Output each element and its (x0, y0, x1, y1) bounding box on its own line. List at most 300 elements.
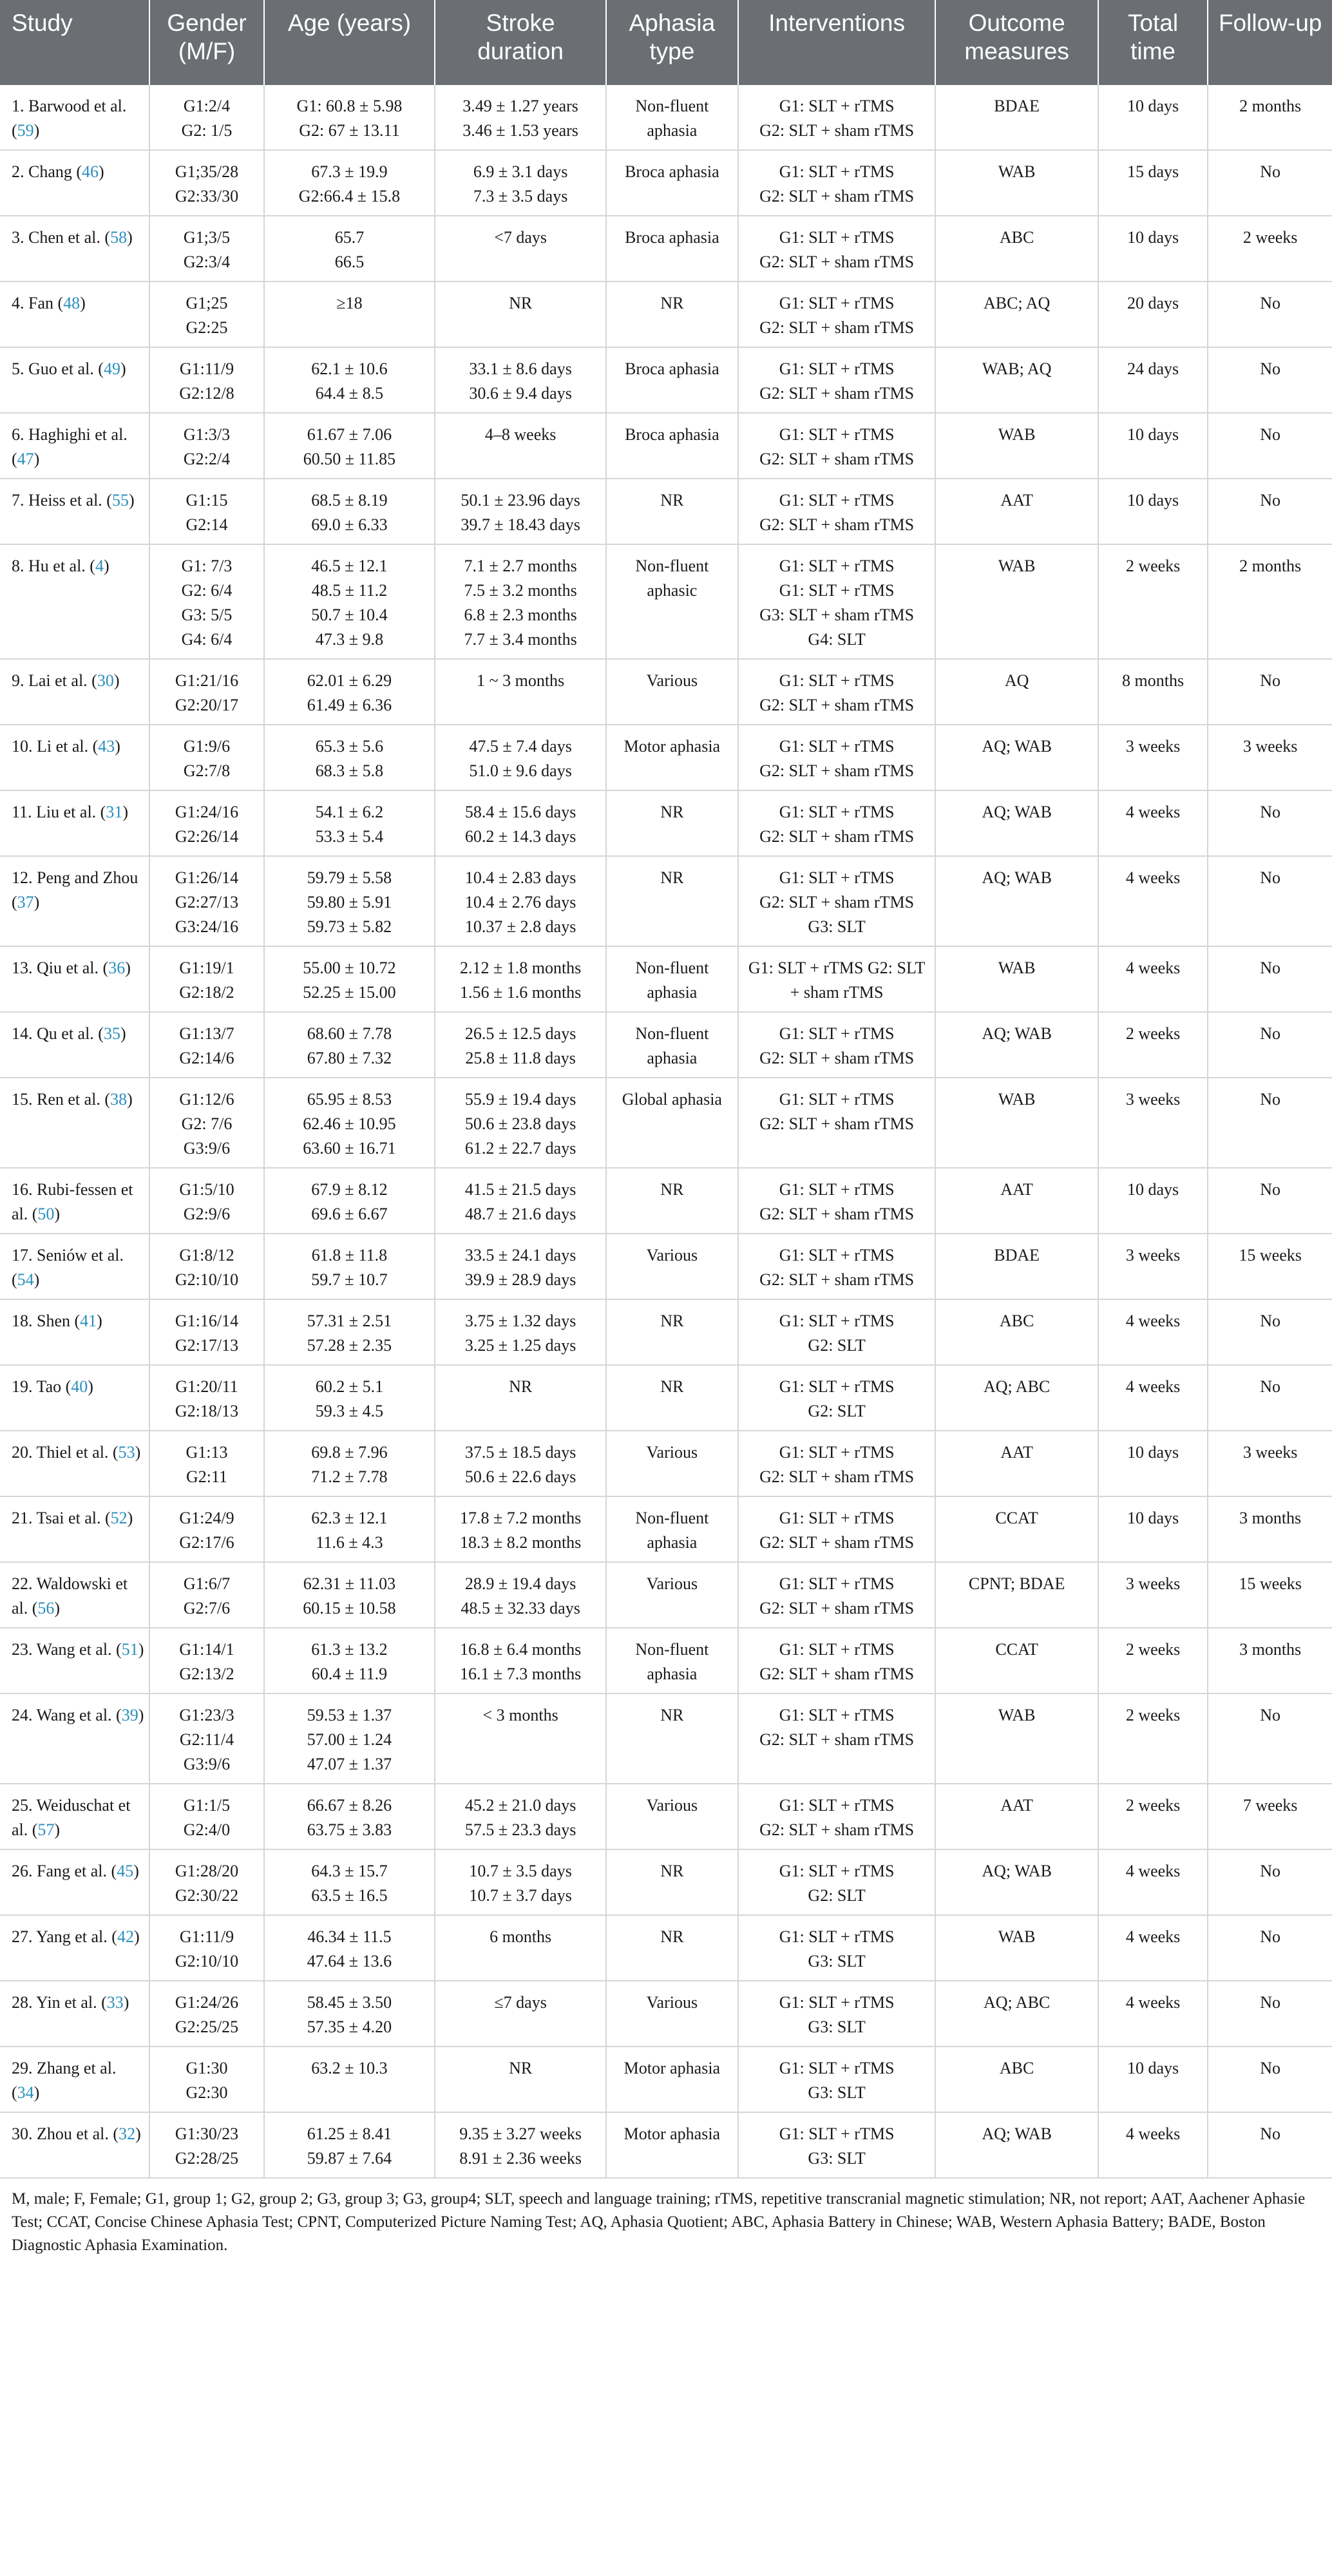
stroke-duration-cell: 41.5 ± 21.5 days 48.7 ± 21.6 days (435, 1168, 606, 1234)
gender-cell: G1:11/9 G2:10/10 (149, 1915, 263, 1981)
reference-link[interactable]: 30 (97, 671, 114, 690)
column-header: Stroke duration (435, 0, 606, 85)
table-row (0, 856, 1332, 946)
gender-cell: G1:23/3 G2:11/4 G3:9/6 (149, 1693, 263, 1784)
stroke-duration-cell: 1 ~ 3 months (435, 659, 606, 725)
table-row (0, 1168, 1332, 1234)
stroke-duration-cell: 2.12 ± 1.8 months 1.56 ± 1.6 months (435, 946, 606, 1012)
study-cell (0, 150, 149, 216)
interventions-cell: G1: SLT + rTMS G1: SLT + rTMS G3: SLT + sham rTMS G4: SLT (738, 544, 936, 659)
study-cell (0, 1496, 149, 1562)
reference-close-paren: ) (127, 1509, 133, 1527)
study-name: 6. Haghighi et al. ( (12, 425, 128, 468)
aphasia-type-cell: Various (606, 1431, 738, 1496)
total-time-cell: 10 days (1098, 413, 1208, 479)
study-name: 17. Seniów et al. ( (12, 1246, 124, 1289)
interventions-cell: G1: SLT + rTMS G2: SLT + sham rTMS (738, 1628, 936, 1693)
study-cell (0, 2046, 149, 2112)
study-cell (0, 413, 149, 479)
outcome-measures-cell: WAB (935, 1078, 1098, 1168)
study-name: 30. Zhou et al. ( (12, 2124, 119, 2143)
reference-link[interactable]: 45 (117, 1862, 134, 1880)
table-row (0, 1234, 1332, 1299)
follow-up-cell: No (1208, 659, 1332, 725)
reference-link[interactable]: 55 (111, 491, 129, 510)
stroke-duration-cell: 58.4 ± 15.6 days 60.2 ± 14.3 days (435, 790, 606, 856)
stroke-duration-cell: NR (435, 2046, 606, 2112)
study-name: 7. Heiss et al. ( (12, 491, 112, 510)
interventions-cell: G1: SLT + rTMS G2: SLT + sham rTMS (738, 85, 936, 150)
interventions-cell: G1: SLT + rTMS G2: SLT (738, 1365, 936, 1431)
study-name: 2. Chang ( (12, 162, 82, 181)
outcome-measures-cell: WAB (935, 544, 1098, 659)
interventions-cell: G1: SLT + rTMS G2: SLT + sham rTMS (738, 1234, 936, 1299)
gender-cell: G1;25 G2:25 (149, 281, 263, 347)
table-row (0, 1915, 1332, 1981)
reference-link[interactable]: 42 (117, 1927, 134, 1946)
age-cell: 46.5 ± 12.1 48.5 ± 11.2 50.7 ± 10.4 47.3 ± 9.8 (264, 544, 435, 659)
follow-up-cell: No (1208, 347, 1332, 413)
gender-cell: G1:16/14 G2:17/13 (149, 1299, 263, 1365)
reference-close-paren: ) (138, 1640, 144, 1659)
outcome-measures-cell: WAB (935, 413, 1098, 479)
total-time-cell: 10 days (1098, 1431, 1208, 1496)
follow-up-cell: No (1208, 281, 1332, 347)
interventions-cell: G1: SLT + rTMS G3: SLT (738, 2112, 936, 2178)
age-cell: 58.45 ± 3.50 57.35 ± 4.20 (264, 1981, 435, 2046)
reference-close-paren: ) (133, 1927, 140, 1946)
stroke-duration-cell: NR (435, 281, 606, 347)
study-name: 4. Fan ( (12, 294, 64, 312)
study-cell (0, 1849, 149, 1915)
reference-link[interactable]: 57 (37, 1820, 55, 1839)
gender-cell: G1:20/11 G2:18/13 (149, 1365, 263, 1431)
age-cell: 61.67 ± 7.06 60.50 ± 11.85 (264, 413, 435, 479)
reference-link[interactable]: 40 (71, 1377, 88, 1396)
interventions-cell: G1: SLT + rTMS G2: SLT + sham rTMS (738, 1012, 936, 1078)
reference-link[interactable]: 4 (95, 557, 104, 575)
stroke-duration-cell: 50.1 ± 23.96 days 39.7 ± 18.43 days (435, 479, 606, 544)
stroke-duration-cell: 10.7 ± 3.5 days 10.7 ± 3.7 days (435, 1849, 606, 1915)
table-header (0, 0, 1332, 85)
age-cell: 62.3 ± 12.1 11.6 ± 4.3 (264, 1496, 435, 1562)
reference-link[interactable]: 54 (17, 1270, 34, 1289)
follow-up-cell: No (1208, 1849, 1332, 1915)
aphasia-type-cell: Broca aphasia (606, 216, 738, 281)
aphasia-type-cell: NR (606, 1915, 738, 1981)
study-cell (0, 1078, 149, 1168)
study-name: 9. Lai et al. ( (12, 671, 97, 690)
aphasia-type-cell: NR (606, 281, 738, 347)
column-header: Gender (M/F) (149, 0, 263, 85)
study-name: 21. Tsai et al. ( (12, 1509, 111, 1527)
stroke-duration-cell: 45.2 ± 21.0 days 57.5 ± 23.3 days (435, 1784, 606, 1849)
age-cell: 69.8 ± 7.96 71.2 ± 7.78 (264, 1431, 435, 1496)
reference-close-paren: ) (113, 671, 120, 690)
reference-close-paren: ) (33, 121, 40, 140)
header-row (0, 0, 1332, 85)
follow-up-cell: 3 months (1208, 1496, 1332, 1562)
reference-link[interactable]: 32 (119, 2124, 136, 2143)
reference-link[interactable]: 39 (121, 1706, 138, 1724)
total-time-cell: 3 weeks (1098, 1078, 1208, 1168)
table-row (0, 1628, 1332, 1693)
study-name: 15. Ren et al. ( (12, 1090, 111, 1109)
gender-cell: G1:24/16 G2:26/14 (149, 790, 263, 856)
aphasia-type-cell: Non-fluent aphasia (606, 1628, 738, 1693)
reference-close-paren: ) (54, 1599, 61, 1617)
gender-cell: G1:12/6 G2: 7/6 G3:9/6 (149, 1078, 263, 1168)
stroke-duration-cell: 26.5 ± 12.5 days 25.8 ± 11.8 days (435, 1012, 606, 1078)
table-row (0, 85, 1332, 150)
age-cell: 55.00 ± 10.72 52.25 ± 15.00 (264, 946, 435, 1012)
age-cell: 63.2 ± 10.3 (264, 2046, 435, 2112)
age-cell: 62.31 ± 11.03 60.15 ± 10.58 (264, 1562, 435, 1628)
aphasia-type-cell: NR (606, 1849, 738, 1915)
reference-link[interactable]: 58 (110, 228, 128, 247)
reference-close-paren: ) (33, 2083, 40, 2102)
aphasia-type-cell: NR (606, 1168, 738, 1234)
age-cell: 67.3 ± 19.9 G2:66.4 ± 15.8 (264, 150, 435, 216)
table-row (0, 1431, 1332, 1496)
reference-link[interactable]: 46 (82, 162, 99, 181)
study-cell (0, 479, 149, 544)
stroke-duration-cell: 6.9 ± 3.1 days 7.3 ± 3.5 days (435, 150, 606, 216)
study-cell (0, 790, 149, 856)
gender-cell: G1:24/26 G2:25/25 (149, 1981, 263, 2046)
gender-cell: G1:9/6 G2:7/8 (149, 725, 263, 790)
study-name: 29. Zhang et al. ( (12, 2059, 117, 2102)
stroke-duration-cell: 16.8 ± 6.4 months 16.1 ± 7.3 months (435, 1628, 606, 1693)
table-row (0, 946, 1332, 1012)
reference-close-paren: ) (54, 1820, 61, 1839)
outcome-measures-cell: AQ (935, 659, 1098, 725)
reference-close-paren: ) (33, 1270, 40, 1289)
follow-up-cell: 2 months (1208, 544, 1332, 659)
aphasia-type-cell: Non-fluent aphasic (606, 544, 738, 659)
gender-cell: G1:6/7 G2:7/6 (149, 1562, 263, 1628)
stroke-duration-cell: < 3 months (435, 1693, 606, 1784)
outcome-measures-cell: AAT (935, 1168, 1098, 1234)
gender-cell: G1:28/20 G2:30/22 (149, 1849, 263, 1915)
stroke-duration-cell: 9.35 ± 3.27 weeks 8.91 ± 2.36 weeks (435, 2112, 606, 2178)
study-name: 16. Rubi-fessen et al. ( (12, 1180, 133, 1223)
interventions-cell: G1: SLT + rTMS G2: SLT + sham rTMS (738, 479, 936, 544)
aphasia-type-cell: NR (606, 1693, 738, 1784)
gender-cell: G1:13/7 G2:14/6 (149, 1012, 263, 1078)
gender-cell: G1:3/3 G2:2/4 (149, 413, 263, 479)
outcome-measures-cell: WAB (935, 1915, 1098, 1981)
column-header: Follow-up (1208, 0, 1332, 85)
follow-up-cell: No (1208, 150, 1332, 216)
reference-link[interactable]: 56 (37, 1599, 55, 1617)
follow-up-cell: No (1208, 856, 1332, 946)
outcome-measures-cell: AQ; WAB (935, 725, 1098, 790)
outcome-measures-cell: AAT (935, 1431, 1098, 1496)
study-name: 23. Wang et al. ( (12, 1640, 122, 1659)
reference-link[interactable]: 43 (98, 737, 115, 756)
stroke-duration-cell: 3.49 ± 1.27 years 3.46 ± 1.53 years (435, 85, 606, 150)
age-cell: 61.25 ± 8.41 59.87 ± 7.64 (264, 2112, 435, 2178)
reference-link[interactable]: 59 (17, 121, 34, 140)
outcome-measures-cell: AAT (935, 479, 1098, 544)
aphasia-type-cell: Non-fluent aphasia (606, 85, 738, 150)
reference-link[interactable]: 36 (108, 959, 126, 977)
aphasia-type-cell: Non-fluent aphasia (606, 946, 738, 1012)
outcome-measures-cell: BDAE (935, 85, 1098, 150)
table-row (0, 1496, 1332, 1562)
aphasia-type-cell: NR (606, 856, 738, 946)
table-row (0, 1299, 1332, 1365)
column-header: Study (0, 0, 149, 85)
follow-up-cell: No (1208, 1365, 1332, 1431)
reference-close-paren: ) (97, 1312, 102, 1330)
aphasia-type-cell: NR (606, 479, 738, 544)
follow-up-cell: No (1208, 1168, 1332, 1234)
reference-link[interactable]: 38 (110, 1090, 128, 1109)
total-time-cell: 4 weeks (1098, 946, 1208, 1012)
study-cell (0, 1168, 149, 1234)
study-name: 3. Chen et al. ( (12, 228, 111, 247)
reference-link[interactable]: 47 (17, 450, 34, 468)
gender-cell: G1:8/12 G2:10/10 (149, 1234, 263, 1299)
study-name: 12. Peng and Zhou ( (12, 868, 138, 911)
gender-cell: G1:30 G2:30 (149, 2046, 263, 2112)
study-cell (0, 1915, 149, 1981)
reference-close-paren: ) (120, 1024, 126, 1043)
age-cell: ≥18 (264, 281, 435, 347)
gender-cell: G1:15 G2:14 (149, 479, 263, 544)
gender-cell: G1: 7/3 G2: 6/4 G3: 5/5 G4: 6/4 (149, 544, 263, 659)
study-cell (0, 2112, 149, 2178)
aphasia-type-cell: NR (606, 790, 738, 856)
aphasia-type-cell: Various (606, 1981, 738, 2046)
interventions-cell: G1: SLT + rTMS G3: SLT (738, 1981, 936, 2046)
age-cell: 67.9 ± 8.12 69.6 ± 6.67 (264, 1168, 435, 1234)
study-cell (0, 1628, 149, 1693)
outcome-measures-cell: AQ; ABC (935, 1365, 1098, 1431)
age-cell: 59.79 ± 5.58 59.80 ± 5.91 59.73 ± 5.82 (264, 856, 435, 946)
total-time-cell: 15 days (1098, 150, 1208, 216)
study-name: 10. Li et al. ( (12, 737, 99, 756)
table-row (0, 2112, 1332, 2178)
stroke-duration-cell: 33.1 ± 8.6 days 30.6 ± 9.4 days (435, 347, 606, 413)
column-header: Age (years) (264, 0, 435, 85)
total-time-cell: 2 weeks (1098, 544, 1208, 659)
reference-link[interactable]: 35 (103, 1024, 120, 1043)
study-name: 28. Yin et al. ( (12, 1993, 107, 2012)
study-name: 25. Weiduschat et al. ( (12, 1796, 131, 1839)
reference-link[interactable]: 52 (110, 1509, 128, 1527)
outcome-measures-cell: CPNT; BDAE (935, 1562, 1098, 1628)
total-time-cell: 4 weeks (1098, 1365, 1208, 1431)
total-time-cell: 2 weeks (1098, 1693, 1208, 1784)
outcome-measures-cell: CCAT (935, 1496, 1098, 1562)
study-cell (0, 281, 149, 347)
total-time-cell: 4 weeks (1098, 1299, 1208, 1365)
reference-close-paren: ) (135, 2124, 141, 2143)
reference-close-paren: ) (103, 557, 109, 575)
interventions-cell: G1: SLT + rTMS G2: SLT + sham rTMS (738, 1496, 936, 1562)
total-time-cell: 3 weeks (1098, 725, 1208, 790)
reference-close-paren: ) (125, 959, 131, 977)
stroke-duration-cell: 47.5 ± 7.4 days 51.0 ± 9.6 days (435, 725, 606, 790)
interventions-cell: G1: SLT + rTMS G3: SLT (738, 2046, 936, 2112)
reference-link[interactable]: 53 (118, 1443, 135, 1462)
stroke-duration-cell: 4–8 weeks (435, 413, 606, 479)
table-row (0, 1562, 1332, 1628)
study-name: 11. Liu et al. ( (12, 803, 106, 821)
study-cell (0, 1012, 149, 1078)
aphasia-type-cell: Various (606, 659, 738, 725)
age-cell: 68.60 ± 7.78 67.80 ± 7.32 (264, 1012, 435, 1078)
stroke-duration-cell: 33.5 ± 24.1 days 39.9 ± 28.9 days (435, 1234, 606, 1299)
reference-close-paren: ) (123, 1993, 129, 2012)
reference-link[interactable]: 48 (63, 294, 81, 312)
follow-up-cell: No (1208, 1981, 1332, 2046)
table-row (0, 281, 1332, 347)
aphasia-type-cell: Broca aphasia (606, 347, 738, 413)
reference-link[interactable]: 37 (17, 893, 34, 911)
table-body (0, 85, 1332, 2178)
follow-up-cell: No (1208, 1012, 1332, 1078)
stroke-duration-cell: 6 months (435, 1915, 606, 1981)
follow-up-cell: No (1208, 1693, 1332, 1784)
follow-up-cell: 7 weeks (1208, 1784, 1332, 1849)
interventions-cell: G1: SLT + rTMS G3: SLT (738, 1915, 936, 1981)
reference-link[interactable]: 51 (121, 1640, 138, 1659)
aphasia-type-cell: Broca aphasia (606, 150, 738, 216)
total-time-cell: 10 days (1098, 2046, 1208, 2112)
study-name: 24. Wang et al. ( (12, 1706, 122, 1724)
total-time-cell: 10 days (1098, 85, 1208, 150)
table-row (0, 2046, 1332, 2112)
study-cell (0, 85, 149, 150)
study-cell (0, 946, 149, 1012)
age-cell: 64.3 ± 15.7 63.5 ± 16.5 (264, 1849, 435, 1915)
reference-link[interactable]: 49 (103, 359, 120, 378)
reference-link[interactable]: 50 (37, 1205, 55, 1223)
stroke-duration-cell: 55.9 ± 19.4 days 50.6 ± 23.8 days 61.2 ± 22.7 days (435, 1078, 606, 1168)
aphasia-type-cell: Various (606, 1784, 738, 1849)
table-row (0, 1784, 1332, 1849)
reference-close-paren: ) (120, 359, 126, 378)
study-name: 8. Hu et al. ( (12, 557, 95, 575)
interventions-cell: G1: SLT + rTMS G2: SLT + sham rTMS (738, 1431, 936, 1496)
table-row (0, 1981, 1332, 2046)
interventions-cell: G1: SLT + rTMS G2: SLT + sham rTMS (738, 659, 936, 725)
gender-cell: G1:14/1 G2:13/2 (149, 1628, 263, 1693)
column-header: Interventions (738, 0, 936, 85)
follow-up-cell: 2 weeks (1208, 216, 1332, 281)
table-footnote: M, male; F, Female; G1, group 1; G2, group 2; G3, group 3; G3, group4; SLT, speech and language training; rTMS, repetitive transcranial magnetic stimulation; NR, not report; AAT, Aachener Aphasie Test; CCAT, Concise Chinese Aphasia Test; CPNT, Computerized Picture Naming Test; AQ, Aphasia Quotient; ABC, Aphasia Battery in Chinese; WAB, Western Aphasia Battery; BADE, Boston Diagnostic Aphasia Examination. (12, 2190, 1306, 2254)
reference-close-paren: ) (138, 1706, 144, 1724)
total-time-cell: 3 weeks (1098, 1562, 1208, 1628)
study-name: 1. Barwood et al. ( (12, 97, 127, 140)
total-time-cell: 4 weeks (1098, 1915, 1208, 1981)
aphasia-type-cell: Non-fluent aphasia (606, 1496, 738, 1562)
table-row (0, 479, 1332, 544)
aphasia-type-cell: Motor aphasia (606, 2046, 738, 2112)
interventions-cell: G1: SLT + rTMS G2: SLT + sham rTMS G3: SLT (738, 856, 936, 946)
aphasia-type-cell: Broca aphasia (606, 413, 738, 479)
study-cell (0, 1784, 149, 1849)
reference-link[interactable]: 33 (106, 1993, 124, 2012)
total-time-cell: 10 days (1098, 479, 1208, 544)
reference-close-paren: ) (133, 1862, 139, 1880)
follow-up-cell: No (1208, 2046, 1332, 2112)
study-cell (0, 1562, 149, 1628)
gender-cell: G1:5/10 G2:9/6 (149, 1168, 263, 1234)
table-row (0, 1693, 1332, 1784)
age-cell: 54.1 ± 6.2 53.3 ± 5.4 (264, 790, 435, 856)
gender-cell: G1:30/23 G2:28/25 (149, 2112, 263, 2178)
reference-close-paren: ) (127, 1090, 133, 1109)
age-cell: 57.31 ± 2.51 57.28 ± 2.35 (264, 1299, 435, 1365)
study-name: 14. Qu et al. ( (12, 1024, 104, 1043)
study-cell (0, 659, 149, 725)
age-cell: 62.01 ± 6.29 61.49 ± 6.36 (264, 659, 435, 725)
age-cell: 61.3 ± 13.2 60.4 ± 11.9 (264, 1628, 435, 1693)
follow-up-cell: No (1208, 1078, 1332, 1168)
outcome-measures-cell: AQ; ABC (935, 1981, 1098, 2046)
follow-up-cell: No (1208, 790, 1332, 856)
reference-close-paren: ) (99, 162, 104, 181)
column-header: Aphasia type (606, 0, 738, 85)
gender-cell: G1:2/4 G2: 1/5 (149, 85, 263, 150)
total-time-cell: 10 days (1098, 216, 1208, 281)
aphasia-type-cell: Various (606, 1562, 738, 1628)
reference-close-paren: ) (80, 294, 86, 312)
follow-up-cell: No (1208, 479, 1332, 544)
table-row (0, 544, 1332, 659)
gender-cell: G1:26/14 G2:27/13 G3:24/16 (149, 856, 263, 946)
gender-cell: G1:11/9 G2:12/8 (149, 347, 263, 413)
reference-link[interactable]: 31 (106, 803, 123, 821)
reference-close-paren: ) (33, 450, 40, 468)
study-name: 26. Fang et al. ( (12, 1862, 117, 1880)
gender-cell: G1:24/9 G2:17/6 (149, 1496, 263, 1562)
reference-link[interactable]: 34 (17, 2083, 34, 2102)
total-time-cell: 20 days (1098, 281, 1208, 347)
study-cell (0, 544, 149, 659)
stroke-duration-cell: 10.4 ± 2.83 days 10.4 ± 2.76 days 10.37 ± 2.8 days (435, 856, 606, 946)
reference-close-paren: ) (115, 737, 120, 756)
total-time-cell: 10 days (1098, 1496, 1208, 1562)
stroke-duration-cell: 3.75 ± 1.32 days 3.25 ± 1.25 days (435, 1299, 606, 1365)
table-row (0, 413, 1332, 479)
outcome-measures-cell: BDAE (935, 1234, 1098, 1299)
table-row (0, 216, 1332, 281)
study-name: 20. Thiel et al. ( (12, 1443, 119, 1462)
stroke-duration-cell: <7 days (435, 216, 606, 281)
table-row (0, 659, 1332, 725)
outcome-measures-cell: WAB (935, 946, 1098, 1012)
interventions-cell: G1: SLT + rTMS G2: SLT + sham rTMS (738, 725, 936, 790)
column-header: Outcome measures (935, 0, 1098, 85)
interventions-cell: G1: SLT + rTMS G2: SLT + sham rTMS (738, 1562, 936, 1628)
aphasia-type-cell: Various (606, 1234, 738, 1299)
outcome-measures-cell: WAB (935, 1693, 1098, 1784)
interventions-cell: G1: SLT + rTMS G2: SLT + sham rTMS (738, 790, 936, 856)
gender-cell: G1:1/5 G2:4/0 (149, 1784, 263, 1849)
reference-link[interactable]: 41 (80, 1312, 97, 1330)
age-cell: 61.8 ± 11.8 59.7 ± 10.7 (264, 1234, 435, 1299)
study-name: 5. Guo et al. ( (12, 359, 104, 378)
study-cell (0, 1981, 149, 2046)
stroke-duration-cell: 28.9 ± 19.4 days 48.5 ± 32.33 days (435, 1562, 606, 1628)
table-row (0, 790, 1332, 856)
